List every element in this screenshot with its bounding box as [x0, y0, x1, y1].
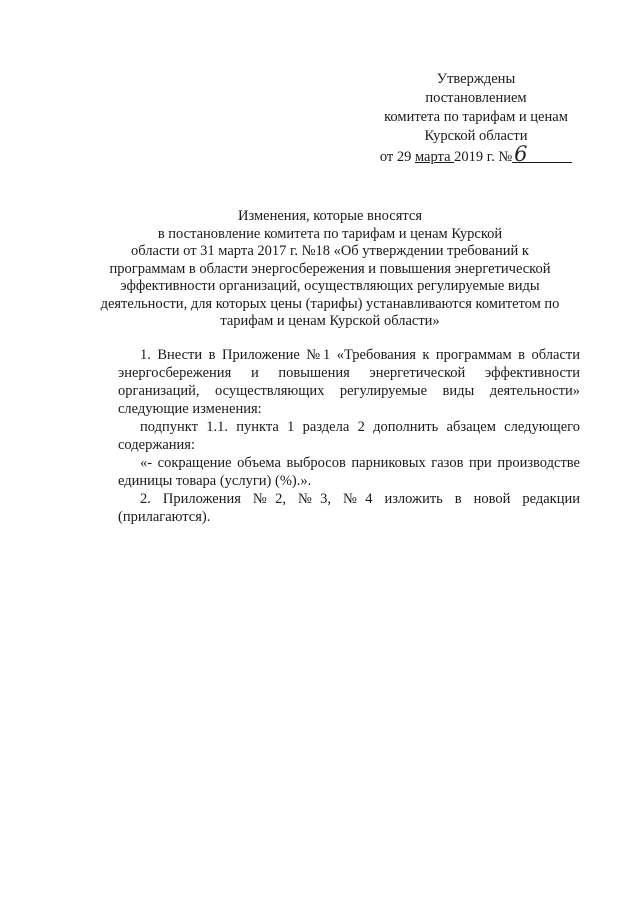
- document-title: [98, 208, 562, 331]
- approval-date-prefix: от 29: [379, 149, 415, 165]
- title-line: Изменения, которые вносятся: [238, 208, 422, 224]
- approval-line-resolution: постановлением: [425, 90, 527, 106]
- title-line: эффективности организаций, осуществляющих регулируемые виды: [120, 278, 540, 294]
- title-line: области от 31 марта 2017 г. №18 «Об утверждении требований к: [131, 243, 529, 259]
- approval-line-committee: комитета по тарифам и ценам: [384, 109, 568, 125]
- paragraph-item-1: 1. Внести в Приложение №1 «Требования к программам в области энергосбережения и повышения энергетической эффективности организаций, осуществляющих регулируемые виды деятельности» следующие изменения:: [118, 347, 580, 417]
- paragraph-subpoint: подпункт 1.1. пункта 1 раздела 2 дополнить абзацем следующего содержания:: [118, 419, 580, 453]
- approval-line-approved: Утверждены: [436, 71, 516, 87]
- approval-date-line: [360, 142, 592, 167]
- approval-date-suffix: 2019 г. №: [454, 149, 513, 165]
- title-line: в постановление комитета по тарифам и ценам Курской: [157, 225, 503, 242]
- approval-stamp-block: [360, 70, 592, 167]
- document-body: [118, 346, 580, 526]
- approval-line-region: Курской области: [424, 128, 528, 144]
- title-line: тарифам и ценам Курской области»: [220, 313, 440, 329]
- title-line: программам в области энергосбережения и повышения энергетической: [109, 260, 551, 277]
- approval-date-month: марта: [414, 149, 455, 165]
- approval-handwritten-number: 6: [512, 146, 572, 163]
- title-line: деятельности, для которых цены (тарифы) устанавливаются комитетом по: [100, 295, 560, 312]
- paragraph-item-2: 2. Приложения №2, №3, №4 изложить в новой редакции (прилагаются).: [118, 491, 580, 525]
- paragraph-quote: «- сокращение объема выбросов парниковых газов при производстве единицы товара (услуги) (%).».: [118, 455, 580, 489]
